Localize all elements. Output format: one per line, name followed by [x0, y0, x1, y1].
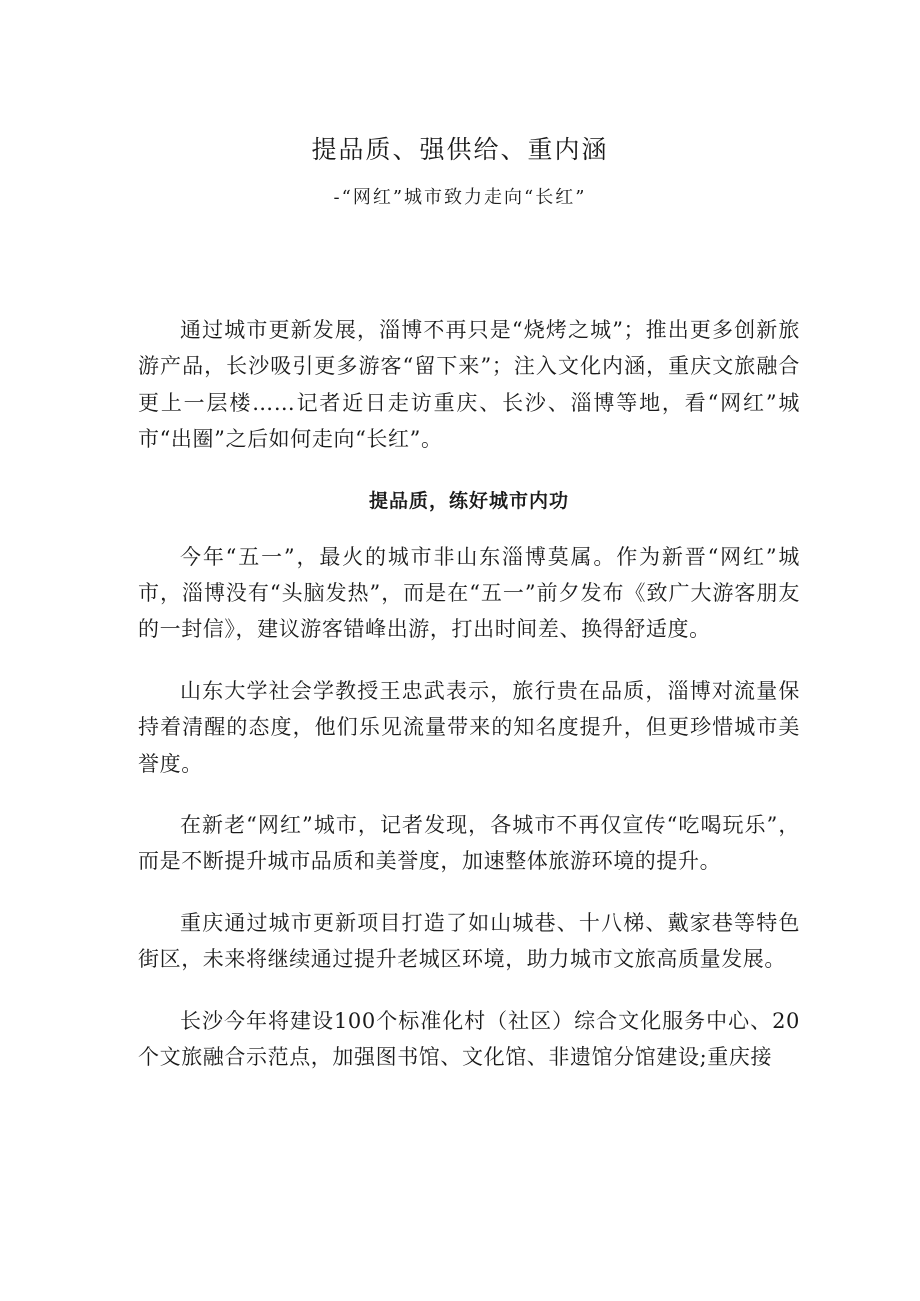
document-subtitle: -“网红”城市致力走向“长红” [333, 187, 587, 208]
intro-paragraph: 通过城市更新发展，淄博不再只是“烧烤之城”；推出更多创新旅游产品，长沙吸引更多游客“留下来”；注入文化内涵，重庆文旅融合更上一层楼……记者近日走访重庆、长沙、淄博等地，看“网红”城市“出圈”之后如何走向“长红”。 [138, 318, 800, 452]
body-paragraph: 山东大学社会学教授王忠武表示，旅行贵在品质，淄博对流量保持着清醒的态度，他们乐见流量带来的知名度提升，但更珍惜城市美誉度。 [138, 678, 800, 776]
section-heading: 提品质，练好城市内功 [368, 489, 569, 512]
body-paragraph: 在新老“网红”城市，记者发现，各城市不再仅宣传“吃喝玩乐”，而是不断提升城市品质和美誉度，加速整体旅游环境的提升。 [138, 813, 800, 874]
body-paragraph: 今年“五一”，最火的城市非山东淄博莫属。作为新晋“网红”城市，淄博没有“头脑发热”，而是在“五一”前夕发布《致广大游客朋友的一封信》，建议游客错峰出游，打出时间差、换得舒适度。 [138, 544, 800, 642]
body-paragraph: 重庆通过城市更新项目打造了如山城巷、十八梯、戴家巷等特色街区，未来将继续通过提升老城区环境，助力城市文旅高质量发展。 [138, 910, 800, 972]
document-title: 提品质、强供给、重内涵 [311, 135, 609, 164]
document-body [138, 312, 800, 1076]
body-paragraph: 长沙今年将建设100个标准化村（社区）综合文化服务中心、20个文旅融合示范点，加强图书馆、文化馆、非遗馆分馆建设;重庆接 [138, 1008, 800, 1070]
